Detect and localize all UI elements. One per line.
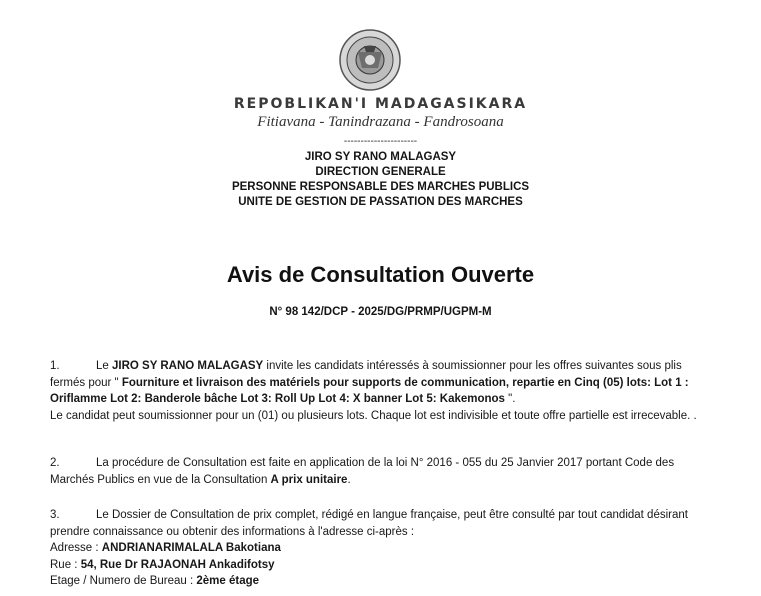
header-separator: ---------------------- [343,136,418,147]
org-line: DIRECTION GENERALE [315,166,446,178]
paragraph-number: 3. [50,509,60,521]
paragraph-text: ". [504,393,516,405]
coat-of-arms-seal-icon [338,28,402,92]
tender-object: Fourniture et livraison des matériels pour supports de communication, repartie en Cinq (05) lots: Lot 1 : Oriflamme Lot 2: Banderole bâche Lot 3: Roll Up Lot 4: X banner Lot 5: Kakemonos [50,376,689,405]
paragraph-1 [50,358,710,424]
org-line: PERSONNE RESPONSABLE DES MARCHES PUBLICS [231,181,530,193]
reference-number: N° 98 142/DCP - 2025/DG/PRMP/UGPM-M [269,306,492,318]
street-value: 54, Rue Dr RAJAONAH Ankadifotsy [80,558,275,571]
street-label: Rue : [50,558,81,571]
paragraph-text: Le candidat peut soumissionner pour un (01) ou plusieurs lots. Chaque lot est indivisible et toute offre partielle est irrecevable. . [50,409,697,422]
paragraph-text: La procédure de Consultation est faite en application de la loi N° 2016 - 055 du 25 Janvier 2017 portant Code des Marchés Publics en vue de la Consultation [50,457,675,486]
organization-name: JIRO SY RANO MALAGASY [112,360,264,372]
organization-block [0,150,761,210]
paragraph-text: . [347,473,351,486]
republic-name: REPOBLIKAN'I MADAGASIKARA [233,96,528,112]
document-title: Avis de Consultation Ouverte [226,262,535,287]
paragraph-text: Le [96,360,112,372]
pricing-method: A prix unitaire [270,473,348,486]
paragraph-number: 2. [50,457,60,469]
floor-label: Etage / Numero de Bureau : [50,575,197,587]
paragraph-text: Le Dossier de Consultation de prix complet, rédigé en langue française, peut être consulté par tout candidat désirant prendre connaissance ou obtenir des informations à l'adresse ci-après : [50,509,688,538]
address-value: ANDRIANARIMALALA Bakotiana [101,542,281,554]
paragraph-2 [50,455,710,488]
floor-value: 2ème étage [196,575,260,587]
paragraph-number: 1. [50,360,60,372]
org-line: UNITE DE GESTION DE PASSATION DES MARCHES [238,196,523,208]
paragraph-3 [50,507,710,590]
national-motto: Fitiavana - Tanindrazana - Fandrosoana [257,114,504,130]
address-label: Adresse : [50,542,102,554]
org-line: JIRO SY RANO MALAGASY [304,151,457,163]
paragraph-text: invite les candidats intéressés à soumissionner pour les offres suivantes sous plis fermés pour " [50,360,682,389]
